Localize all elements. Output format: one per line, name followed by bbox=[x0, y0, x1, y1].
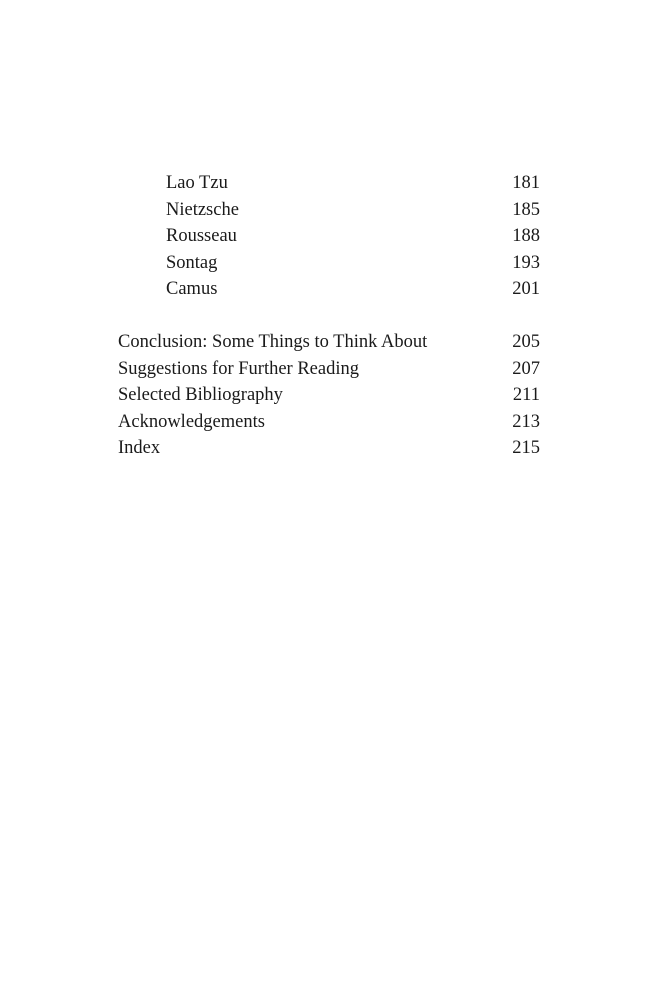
toc-entry-title: Conclusion: Some Things to Think About bbox=[118, 332, 428, 352]
toc-entry-page-number: 213 bbox=[512, 411, 540, 432]
toc-subsection-list bbox=[118, 170, 540, 303]
toc-entry bbox=[118, 382, 540, 409]
toc-entry bbox=[118, 435, 540, 462]
toc-entry-page-number: 201 bbox=[512, 279, 540, 300]
toc-entry-title: Suggestions for Further Reading bbox=[118, 358, 359, 379]
toc-entry bbox=[118, 276, 540, 303]
toc-entry bbox=[118, 170, 540, 197]
toc-entry bbox=[118, 356, 540, 383]
toc-entry-page-number: 207 bbox=[512, 358, 540, 379]
toc-entry-page-number: 181 bbox=[512, 173, 540, 193]
toc-main-list bbox=[118, 329, 540, 462]
toc-entry-title: Selected Bibliography bbox=[118, 385, 283, 406]
toc-entry-page-number: 188 bbox=[512, 226, 540, 247]
toc-entry-title: Rousseau bbox=[166, 226, 237, 247]
toc-entry bbox=[118, 197, 540, 224]
toc-entry-title: Lao Tzu bbox=[166, 173, 228, 193]
toc-entry-page-number: 205 bbox=[512, 332, 540, 352]
toc-entry-title: Acknowledgements bbox=[118, 411, 265, 432]
toc-entry-title: Sontag bbox=[166, 252, 218, 273]
toc-entry bbox=[118, 329, 540, 356]
toc-entry bbox=[118, 250, 540, 277]
toc-entry-page-number: 211 bbox=[512, 385, 540, 406]
toc-entry-title: Nietzsche bbox=[166, 199, 239, 220]
toc-entry-page-number: 185 bbox=[512, 199, 540, 220]
toc-entry bbox=[118, 223, 540, 250]
toc-entry bbox=[118, 409, 540, 436]
toc-entry-page-number: 215 bbox=[512, 438, 540, 459]
toc-entry-title: Camus bbox=[166, 279, 218, 300]
toc-entry-title: Index bbox=[118, 438, 161, 459]
toc-entry-page-number: 193 bbox=[512, 252, 540, 273]
